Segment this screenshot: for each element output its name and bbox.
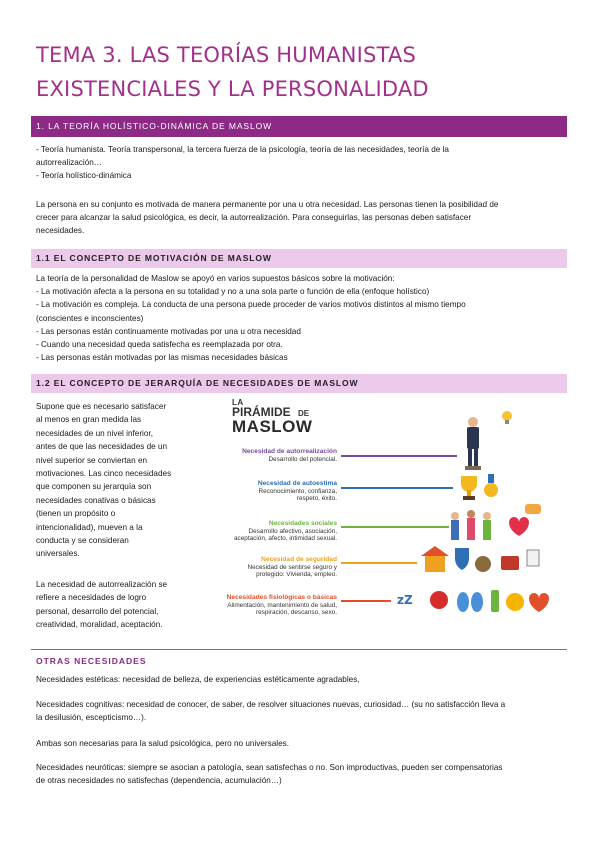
otras-line: la desilusión, escepticismo…). bbox=[36, 713, 147, 723]
otras-para-ambas bbox=[36, 737, 566, 750]
heart-icon bbox=[509, 517, 529, 536]
section12-line: nivel superior se conviertan en bbox=[36, 455, 148, 465]
page-title-line2: EXISTENCIALES Y LA PERSONALIDAD bbox=[36, 77, 429, 101]
section12-line: creatividad, moralidad, aceptación. bbox=[36, 620, 163, 630]
level-desc: aceptación, afecto, intimidad sexual. bbox=[233, 535, 337, 543]
money-bag-icon bbox=[475, 556, 491, 572]
otras-para-neuroticas bbox=[36, 761, 566, 787]
heart-health-icon bbox=[529, 593, 549, 612]
level-desc: Reconocimiento, confianza, bbox=[258, 487, 337, 495]
section12-line: necesidades conativas o básicas bbox=[36, 495, 156, 505]
section11-line: - Las personas están continuamente motivadas por una u otra necesidad bbox=[36, 326, 301, 336]
pyramid-level-autoestima bbox=[225, 480, 337, 503]
section-divider bbox=[31, 649, 567, 650]
apple-icon bbox=[430, 591, 448, 609]
section12-line: refiere a necesidades de logro bbox=[36, 593, 147, 603]
level-desc: Desarrollo del potencial. bbox=[268, 455, 337, 463]
level-title: Necesidad de seguridad bbox=[261, 556, 337, 563]
section12-line: intencionalidad), mueven a la bbox=[36, 522, 143, 532]
level-desc: Necesidad de sentirse seguro y bbox=[247, 563, 337, 571]
section1-para-line: necesidades. bbox=[36, 226, 85, 236]
section12-line: (tienen un propósito o bbox=[36, 509, 116, 519]
section1-bullets bbox=[36, 143, 566, 183]
level-desc: protegido: Vivienda, empleo. bbox=[256, 571, 337, 579]
level-title: Necesidad de autoestima bbox=[257, 480, 337, 487]
level-desc: respeto, éxito. bbox=[296, 495, 337, 503]
level-desc: Alimentación, mantenimiento de salud, bbox=[227, 601, 337, 609]
section11-line: - La motivación afecta a la persona en su totalidad y no a una sola parte o función de ella (enfoque holístico) bbox=[36, 287, 430, 297]
section-heading-1-1: 1.1 EL CONCEPTO DE MOTIVACIÓN DE MASLOW bbox=[31, 249, 567, 268]
infographic-title-piramide: PIRÁMIDE bbox=[232, 405, 291, 419]
level-title: Necesidades sociales bbox=[268, 520, 337, 527]
level-desc: Desarrollo afectivo, asociación, bbox=[248, 527, 337, 535]
section12-line: La necesidad de autorrealización se bbox=[36, 580, 168, 589]
section1-bullet-line: autorrealización… bbox=[36, 158, 102, 168]
chat-bubble-icon bbox=[525, 504, 541, 514]
house-icon bbox=[421, 546, 449, 572]
otras-line: de otras necesidades no satisfechas (dependencia, acumulación…) bbox=[36, 776, 282, 786]
section-heading-otras: OTRAS NECESIDADES bbox=[36, 656, 147, 666]
otras-para-cognitivas bbox=[36, 698, 566, 724]
bottle-icon bbox=[491, 590, 499, 612]
section11-line: (conscientes e inconscientes) bbox=[36, 313, 144, 323]
section12-line: conducta y se consideran bbox=[36, 536, 129, 546]
level-connector bbox=[341, 600, 391, 602]
level-title: Necesidad de autorrealización bbox=[242, 448, 337, 455]
level-connector bbox=[341, 562, 417, 564]
section11-text bbox=[36, 272, 566, 364]
pyramid-level-sociales bbox=[205, 520, 337, 543]
lungs-icon bbox=[457, 592, 483, 612]
level-title: Necesidades fisiológicas o básicas bbox=[226, 594, 337, 601]
otras-line: Necesidades estéticas: necesidad de belleza, de experiencias estéticamente agradables, bbox=[36, 675, 360, 684]
maslow-pyramid-infographic bbox=[225, 398, 567, 626]
section12-line: personal, desarrollo del potencial, bbox=[36, 606, 159, 616]
section12-line: motivaciones. Las cinco necesidades bbox=[36, 469, 172, 479]
otras-line: Ambas son necesarias para la salud psicológica, pero no universales. bbox=[36, 739, 290, 748]
pyramid-level-seguridad bbox=[215, 556, 337, 579]
section-heading-1: 1. LA TEORÍA HOLÍSTICO-DINÁMICA DE MASLOW bbox=[31, 116, 567, 137]
svg-text:zZ: zZ bbox=[397, 593, 413, 607]
section1-para-line: crecer para alcanzar la salud psicológica, es decir, la autorrealización. Para conseguirlas, las personas deben satisfacer bbox=[36, 213, 472, 223]
food-icon bbox=[506, 593, 524, 611]
section12-left-text bbox=[36, 400, 226, 561]
level-connector bbox=[341, 487, 453, 489]
person-icon bbox=[465, 417, 481, 470]
section11-line: - La motivación es compleja. La conducta de una persona puede proceder de varios motivos distintos al mismo tiempo bbox=[36, 300, 466, 310]
lightbulb-icon bbox=[502, 411, 512, 424]
level-desc: respiración, descanso, sexo. bbox=[256, 609, 337, 617]
briefcase-icon bbox=[501, 556, 519, 570]
section12-line: Supone que es necesario satisfacer bbox=[36, 402, 167, 411]
level-connector bbox=[341, 455, 457, 457]
page-title bbox=[36, 38, 566, 106]
page-title-line1: TEMA 3. LAS TEORÍAS HUMANISTAS bbox=[36, 43, 417, 67]
section12-line: al menos en gran medida las bbox=[36, 415, 142, 425]
otras-line: Necesidades cognitivas: necesidad de conocer, de saber, de resolver situaciones nuevas, curiosidad… (su no satisfacción lleva a bbox=[36, 700, 506, 709]
document-icon bbox=[527, 550, 539, 566]
sleep-icon bbox=[397, 593, 413, 607]
shield-icon bbox=[455, 548, 469, 570]
infographic-title-maslow: MASLOW bbox=[232, 417, 313, 436]
section12-line: antes de que las necesidades de un bbox=[36, 442, 168, 452]
section12-line: universales. bbox=[36, 549, 80, 559]
section1-bullet-line: - Teoría humanista. Teoría transpersonal, la tercera fuerza de la psicología, teoría de las necesidades, teoría de la bbox=[36, 145, 449, 154]
section1-paragraph bbox=[36, 198, 566, 238]
infographic-title-de: DE bbox=[298, 409, 310, 418]
section-heading-1-2: 1.2 EL CONCEPTO DE JERARQUÍA DE NECESIDADES DE MASLOW bbox=[31, 374, 567, 393]
people-icon bbox=[451, 510, 491, 540]
pyramid-level-fisiologicas bbox=[195, 594, 337, 617]
infographic-title-la: LA bbox=[232, 398, 244, 407]
medal-icon bbox=[484, 474, 498, 497]
trophy-icon bbox=[461, 476, 477, 500]
otras-line: Necesidades neuróticas: siempre se asocian a patología, sean satisfechas o no. Son improductivas, pueden ser compensatorias bbox=[36, 763, 503, 772]
section11-line: - Las personas están motivadas por las mismas necesidades básicas bbox=[36, 353, 288, 363]
section12-line: que componen su jerarquía son bbox=[36, 482, 152, 492]
level-connector bbox=[341, 526, 449, 528]
section11-line: La teoría de la personalidad de Maslow se apoyó en varios supuestos básicos sobre la motivación: bbox=[36, 274, 395, 283]
pyramid-level-autorrealizacion bbox=[225, 448, 337, 463]
section1-para-line: La persona en su conjunto es motivada de manera permanente por una u otra necesidad. Las personas tienen la posibilidad de bbox=[36, 200, 499, 209]
section11-line: - Cuando una necesidad queda satisfecha es reemplazada por otra. bbox=[36, 340, 283, 350]
section12-line: necesidades de un nivel inferior, bbox=[36, 428, 153, 438]
section1-bullet-line: - Teoría holístico-dinámica bbox=[36, 171, 132, 181]
otras-para-esteticas bbox=[36, 673, 566, 686]
